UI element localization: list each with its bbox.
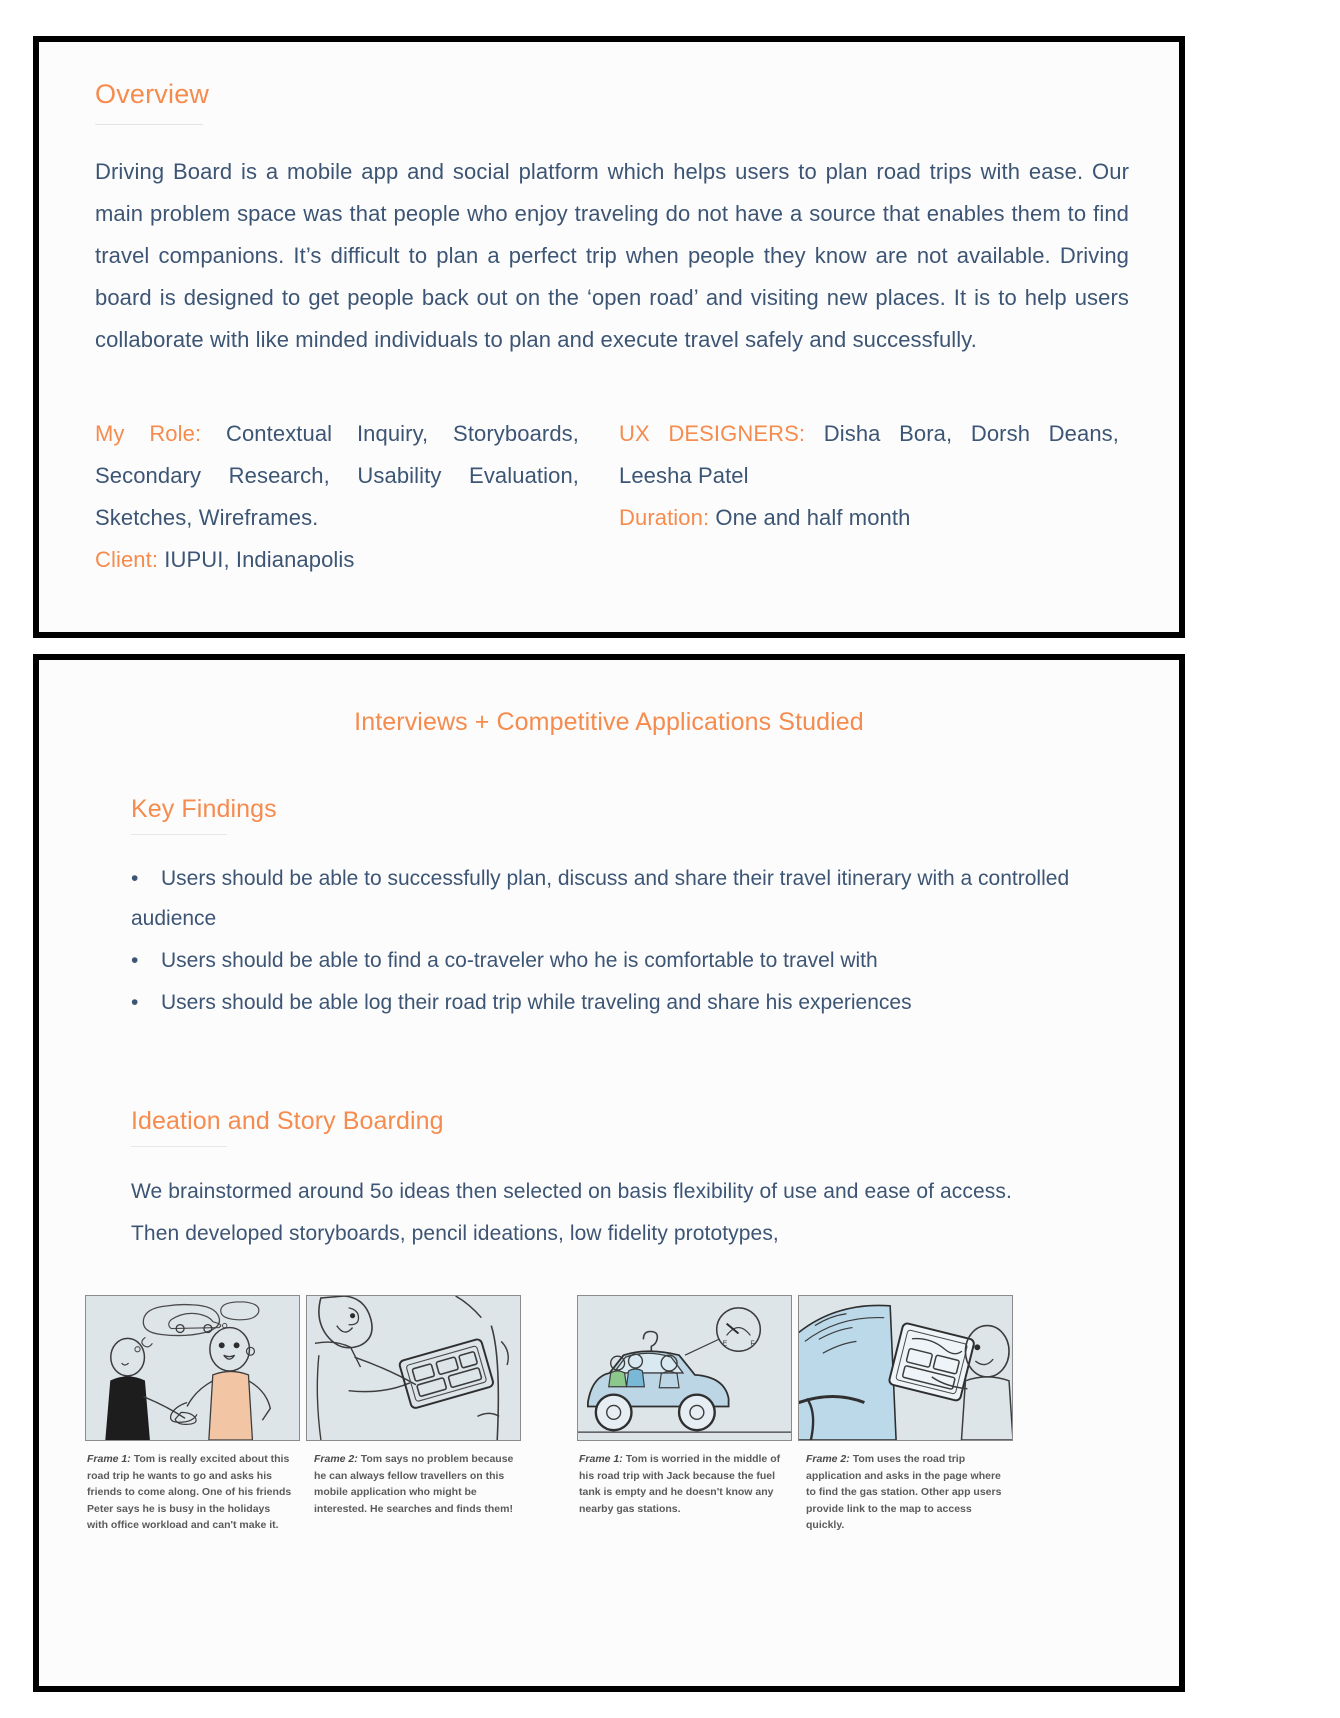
research-title: Interviews + Competitive Applications Studied [354, 708, 864, 736]
storyboard-group-a [85, 1295, 521, 1534]
ux-designers-value: Disha Bora, Dorsh Deans, Leesha Patel [619, 420, 1119, 488]
storyboard-frame [798, 1295, 1013, 1534]
ux-designers-line [619, 413, 1119, 497]
storyboard-caption [306, 1451, 521, 1517]
svg-text:F: F [750, 1340, 755, 1348]
sketch-person-holding-phone-icon [307, 1296, 520, 1440]
my-role-label: My Role: [95, 420, 202, 446]
key-findings-block [83, 795, 1135, 1023]
storyboard-frame [85, 1295, 300, 1534]
key-findings-rule [131, 834, 227, 835]
storyboard-caption [577, 1451, 792, 1517]
storyboard-strip [83, 1295, 1135, 1534]
duration-value: One and half month [715, 504, 911, 530]
ideation-paragraph-line-2: Then developed storyboards, pencil ideations, low fidelity prototypes, [131, 1222, 779, 1245]
storyboard-caption-text: Tom says no problem because he can always fellow travellers on this mobile application who might be interested. He searches and finds them! [314, 1453, 514, 1515]
credits-column-left [95, 413, 579, 581]
storyboard-sketch-b1 [577, 1295, 792, 1441]
bullet-icon: • [131, 949, 139, 972]
sketch-driver-using-app-icon [799, 1296, 1012, 1440]
storyboard-frame-label: Frame 1: [579, 1453, 623, 1465]
client-label: Client: [95, 546, 159, 572]
list-item [131, 941, 1123, 981]
svg-text:E: E [722, 1340, 728, 1348]
sketch-car-empty-fuel-icon [578, 1296, 791, 1440]
ux-designers-label: UX DESIGNERS: [619, 420, 806, 446]
storyboard-caption-text: Tom is worried in the middle of his road trip with Jack because the fuel tank is empty and he doesn't know any nearby gas stations. [579, 1453, 781, 1515]
duration-line [619, 497, 1119, 539]
key-finding-text: Users should be able to find a co-traveler who he is comfortable to travel with [161, 949, 878, 972]
key-findings-list [131, 859, 1123, 1023]
bullet-icon: • [131, 991, 139, 1014]
list-item [131, 983, 1123, 1023]
client-value: IUPUI, Indianapolis [164, 546, 355, 572]
ideation-rule [131, 1146, 227, 1147]
storyboard-sketch-a2 [306, 1295, 521, 1441]
overview-credits [95, 413, 1129, 581]
ideation-paragraph-line-1: We brainstormed around 5o ideas then selected on basis flexibility of use and ease of access. [131, 1180, 1012, 1203]
research-panel [33, 654, 1185, 1692]
ideation-block [83, 1107, 1135, 1255]
storyboard-frame-label: Frame 1: [87, 1453, 131, 1465]
my-role-line [95, 413, 579, 539]
overview-heading-rule [95, 124, 203, 125]
storyboard-frame-label: Frame 2: [314, 1453, 358, 1465]
ideation-heading: Ideation and Story Boarding [131, 1107, 444, 1135]
list-item [131, 859, 1123, 939]
storyboard-frame-label: Frame 2: [806, 1453, 850, 1465]
storyboard-sketch-b2 [798, 1295, 1013, 1441]
storyboard-caption [85, 1451, 300, 1534]
storyboard-caption-text: Tom is really excited about this road trip he wants to go and asks his friends to come along. One of his friends Peter says he is busy in the holidays with office workload and can't make it. [87, 1453, 292, 1531]
storyboard-sketch-a1 [85, 1295, 300, 1441]
sketch-friends-talking-icon [86, 1296, 299, 1440]
bullet-icon: • [131, 867, 139, 890]
overview-paragraph: Driving Board is a mobile app and social platform which helps users to plan road trips with ease. Our main problem space was that people who enjoy traveling do not have a source that enables them to find travel companions. It’s difficult to plan a perfect trip when people they know are not available. Driving board is designed to get people back out on the ‘open road’ and visiting new places. It is to help users collaborate with like minded individuals to plan and execute travel safely and successfully. [95, 158, 1129, 352]
credits-column-right [619, 413, 1119, 581]
client-line [95, 539, 579, 581]
key-finding-text: Users should be able log their road trip while traveling and share his experiences [161, 991, 912, 1014]
storyboard-frame [306, 1295, 521, 1534]
overview-panel [33, 36, 1185, 638]
storyboard-caption-text: Tom uses the road trip application and asks in the page where to find the gas station. Other app users provide link to the map to access quickly. [806, 1453, 1002, 1531]
key-finding-text: Users should be able to successfully plan, discuss and share their travel itinerary with a controlled audience [131, 867, 1070, 930]
duration-label: Duration: [619, 504, 710, 530]
storyboard-frame [577, 1295, 792, 1534]
key-findings-heading: Key Findings [131, 795, 277, 823]
storyboard-caption [798, 1451, 1013, 1534]
my-role-value: Contextual Inquiry, Storyboards, Secondary Research, Usability Evaluation, Sketches, Wireframes. [95, 420, 579, 530]
storyboard-group-b [577, 1295, 1013, 1534]
overview-heading: Overview [95, 79, 210, 109]
